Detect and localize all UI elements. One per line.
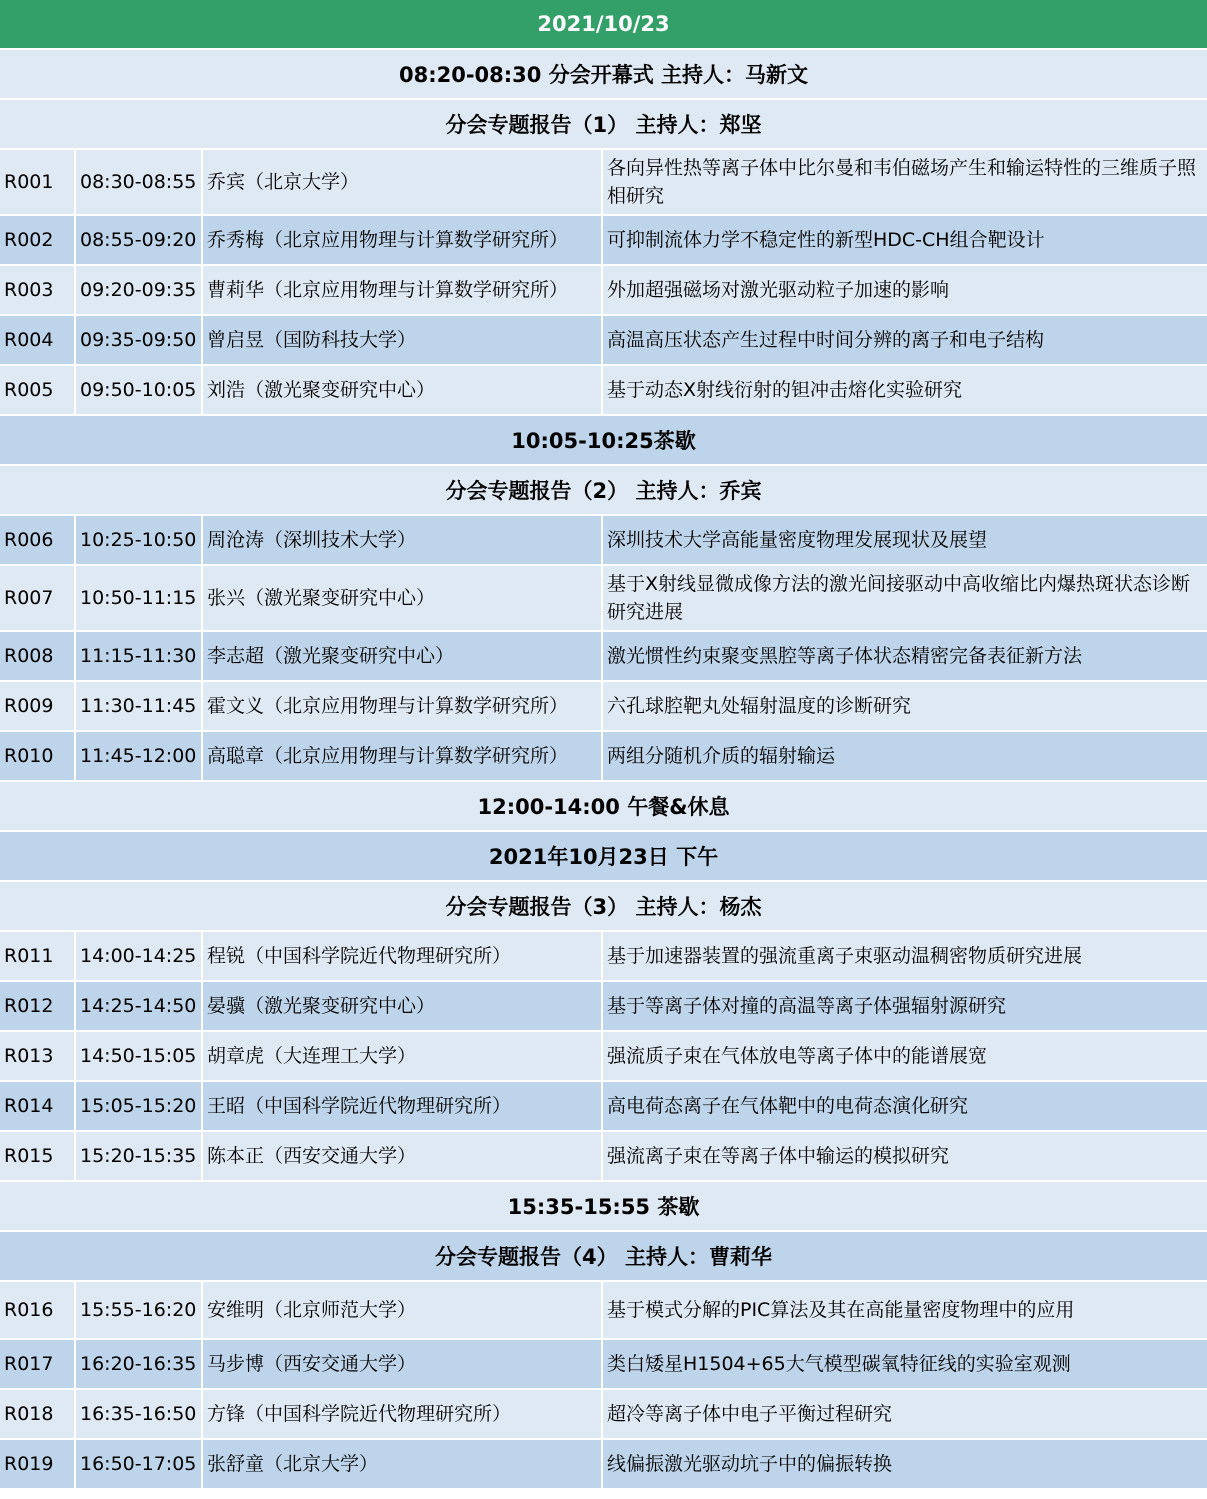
- talk-time: 10:50-11:15: [76, 566, 203, 630]
- talk-speaker: 乔秀梅（北京应用物理与计算数学研究所）: [203, 216, 603, 264]
- talk-id: R009: [0, 682, 76, 730]
- talk-id: R017: [0, 1340, 76, 1388]
- talk-id: R015: [0, 1132, 76, 1180]
- talk-row: [0, 982, 1207, 1032]
- talk-title: 各向异性热等离子体中比尔曼和韦伯磁场产生和输运特性的三维质子照相研究: [607, 157, 1197, 207]
- talk-title: 线偏振激光驱动坑子中的偏振转换: [607, 1453, 893, 1475]
- talk-speaker: 晏骥（激光聚变研究中心）: [203, 982, 603, 1030]
- talk-speaker: 曾启昱（国防科技大学）: [203, 316, 603, 364]
- talk-title: 激光惯性约束聚变黑腔等离子体状态精密完备表征新方法: [607, 645, 1083, 667]
- talk-title: 强流离子束在等离子体中输运的模拟研究: [607, 1145, 950, 1167]
- talk-time: 14:25-14:50: [76, 982, 203, 1030]
- talk-row: [0, 266, 1207, 316]
- talk-time: 11:30-11:45: [76, 682, 203, 730]
- talk-time: 09:20-09:35: [76, 266, 203, 314]
- talk-speaker: 张兴（激光聚变研究中心）: [203, 566, 603, 630]
- date-header: 2021/10/23: [0, 0, 1207, 50]
- talk-row: [0, 1390, 1207, 1440]
- talk-speaker: 周沧涛（深圳技术大学）: [203, 516, 603, 564]
- talk-row: [0, 1132, 1207, 1182]
- talk-speaker: 张舒童（北京大学）: [203, 1440, 603, 1488]
- talk-id: R005: [0, 366, 76, 414]
- talk-row: [0, 1032, 1207, 1082]
- talk-title: 基于X射线显微成像方法的激光间接驱动中高收缩比内爆热斑状态诊断研究进展: [607, 573, 1191, 623]
- talk-time: 16:50-17:05: [76, 1440, 203, 1488]
- talk-row: [0, 632, 1207, 682]
- talk-row: [0, 1082, 1207, 1132]
- talk-row: [0, 1440, 1207, 1490]
- talk-id: R012: [0, 982, 76, 1030]
- talk-time: 09:35-09:50: [76, 316, 203, 364]
- talk-speaker: 刘浩（激光聚变研究中心）: [203, 366, 603, 414]
- tea-break-row: 15:35-15:55 茶歇: [0, 1182, 1207, 1232]
- talk-row: [0, 516, 1207, 566]
- talk-title: 超冷等离子体中电子平衡过程研究: [607, 1403, 893, 1425]
- talk-id: R018: [0, 1390, 76, 1438]
- talk-title: 深圳技术大学高能量密度物理发展现状及展望: [607, 529, 988, 551]
- talk-title: 强流质子束在气体放电等离子体中的能谱展宽: [607, 1045, 988, 1067]
- talk-id: R014: [0, 1082, 76, 1130]
- talk-row: [0, 682, 1207, 732]
- talk-title: 基于动态X射线衍射的钽冲击熔化实验研究: [607, 379, 963, 401]
- talk-row: [0, 1340, 1207, 1390]
- talk-speaker: 李志超（激光聚变研究中心）: [203, 632, 603, 680]
- talk-title: 可抑制流体力学不稳定性的新型HDC-CH组合靶设计: [607, 229, 1045, 251]
- talk-time: 09:50-10:05: [76, 366, 203, 414]
- talk-speaker: 马步博（西安交通大学）: [203, 1340, 603, 1388]
- talk-time: 16:35-16:50: [76, 1390, 203, 1438]
- talk-row: [0, 566, 1207, 632]
- talk-id: R007: [0, 566, 76, 630]
- session-header-row: 分会专题报告（2） 主持人：乔宾: [0, 466, 1207, 516]
- talk-speaker: 高聪章（北京应用物理与计算数学研究所）: [203, 732, 603, 780]
- talk-time: 10:25-10:50: [76, 516, 203, 564]
- talk-title: 高电荷态离子在气体靶中的电荷态演化研究: [607, 1095, 969, 1117]
- session-header-row: 分会专题报告（1） 主持人：郑坚: [0, 100, 1207, 150]
- talk-time: 16:20-16:35: [76, 1340, 203, 1388]
- talk-time: 15:05-15:20: [76, 1082, 203, 1130]
- talk-row: [0, 150, 1207, 216]
- talk-speaker: 方锋（中国科学院近代物理研究所）: [203, 1390, 603, 1438]
- talk-title: 类白矮星H1504+65大气模型碳氧特征线的实验室观测: [607, 1353, 1071, 1375]
- talk-speaker: 乔宾（北京大学）: [203, 150, 603, 214]
- session-header-row: 分会专题报告（3） 主持人：杨杰: [0, 882, 1207, 932]
- talk-id: R001: [0, 150, 76, 214]
- talk-title: 基于加速器装置的强流重离子束驱动温稠密物质研究进展: [607, 945, 1083, 967]
- talk-row: [0, 366, 1207, 416]
- opening-ceremony-row: 08:20-08:30 分会开幕式 主持人：马新文: [0, 50, 1207, 100]
- talk-speaker: 曹莉华（北京应用物理与计算数学研究所）: [203, 266, 603, 314]
- talk-id: R016: [0, 1282, 76, 1338]
- talk-row: [0, 1282, 1207, 1340]
- lunch-break-row: 12:00-14:00 午餐&休息: [0, 782, 1207, 832]
- talk-row: [0, 216, 1207, 266]
- talk-time: 08:30-08:55: [76, 150, 203, 214]
- talk-time: 11:15-11:30: [76, 632, 203, 680]
- talk-id: R008: [0, 632, 76, 680]
- talk-speaker: 胡章虎（大连理工大学）: [203, 1032, 603, 1080]
- talk-time: 11:45-12:00: [76, 732, 203, 780]
- talk-time: 15:55-16:20: [76, 1282, 203, 1338]
- talk-id: R006: [0, 516, 76, 564]
- talk-speaker: 霍文义（北京应用物理与计算数学研究所）: [203, 682, 603, 730]
- talk-speaker: 王昭（中国科学院近代物理研究所）: [203, 1082, 603, 1130]
- talk-id: R013: [0, 1032, 76, 1080]
- talk-id: R002: [0, 216, 76, 264]
- talk-id: R003: [0, 266, 76, 314]
- talk-time: 14:50-15:05: [76, 1032, 203, 1080]
- session-header-row: 分会专题报告（4） 主持人：曹莉华: [0, 1232, 1207, 1282]
- talk-id: R004: [0, 316, 76, 364]
- talk-title: 基于模式分解的PIC算法及其在高能量密度物理中的应用: [607, 1299, 1075, 1321]
- talk-speaker: 程锐（中国科学院近代物理研究所）: [203, 932, 603, 980]
- talk-row: [0, 316, 1207, 366]
- talk-title: 基于等离子体对撞的高温等离子体强辐射源研究: [607, 995, 1007, 1017]
- talk-id: R019: [0, 1440, 76, 1488]
- talk-row: [0, 932, 1207, 982]
- afternoon-date-row: 2021年10月23日 下午: [0, 832, 1207, 882]
- talk-title: 两组分随机介质的辐射输运: [607, 745, 836, 767]
- talk-speaker: 安维明（北京师范大学）: [203, 1282, 603, 1338]
- talk-id: R011: [0, 932, 76, 980]
- talk-speaker: 陈本正（西安交通大学）: [203, 1132, 603, 1180]
- talk-row: [0, 732, 1207, 782]
- talk-title: 高温高压状态产生过程中时间分辨的离子和电子结构: [607, 329, 1045, 351]
- talk-time: 14:00-14:25: [76, 932, 203, 980]
- talk-time: 08:55-09:20: [76, 216, 203, 264]
- talk-time: 15:20-15:35: [76, 1132, 203, 1180]
- tea-break-row: 10:05-10:25茶歇: [0, 416, 1207, 466]
- talk-id: R010: [0, 732, 76, 780]
- talk-title: 六孔球腔靶丸处辐射温度的诊断研究: [607, 695, 912, 717]
- talk-title: 外加超强磁场对激光驱动粒子加速的影响: [607, 279, 950, 301]
